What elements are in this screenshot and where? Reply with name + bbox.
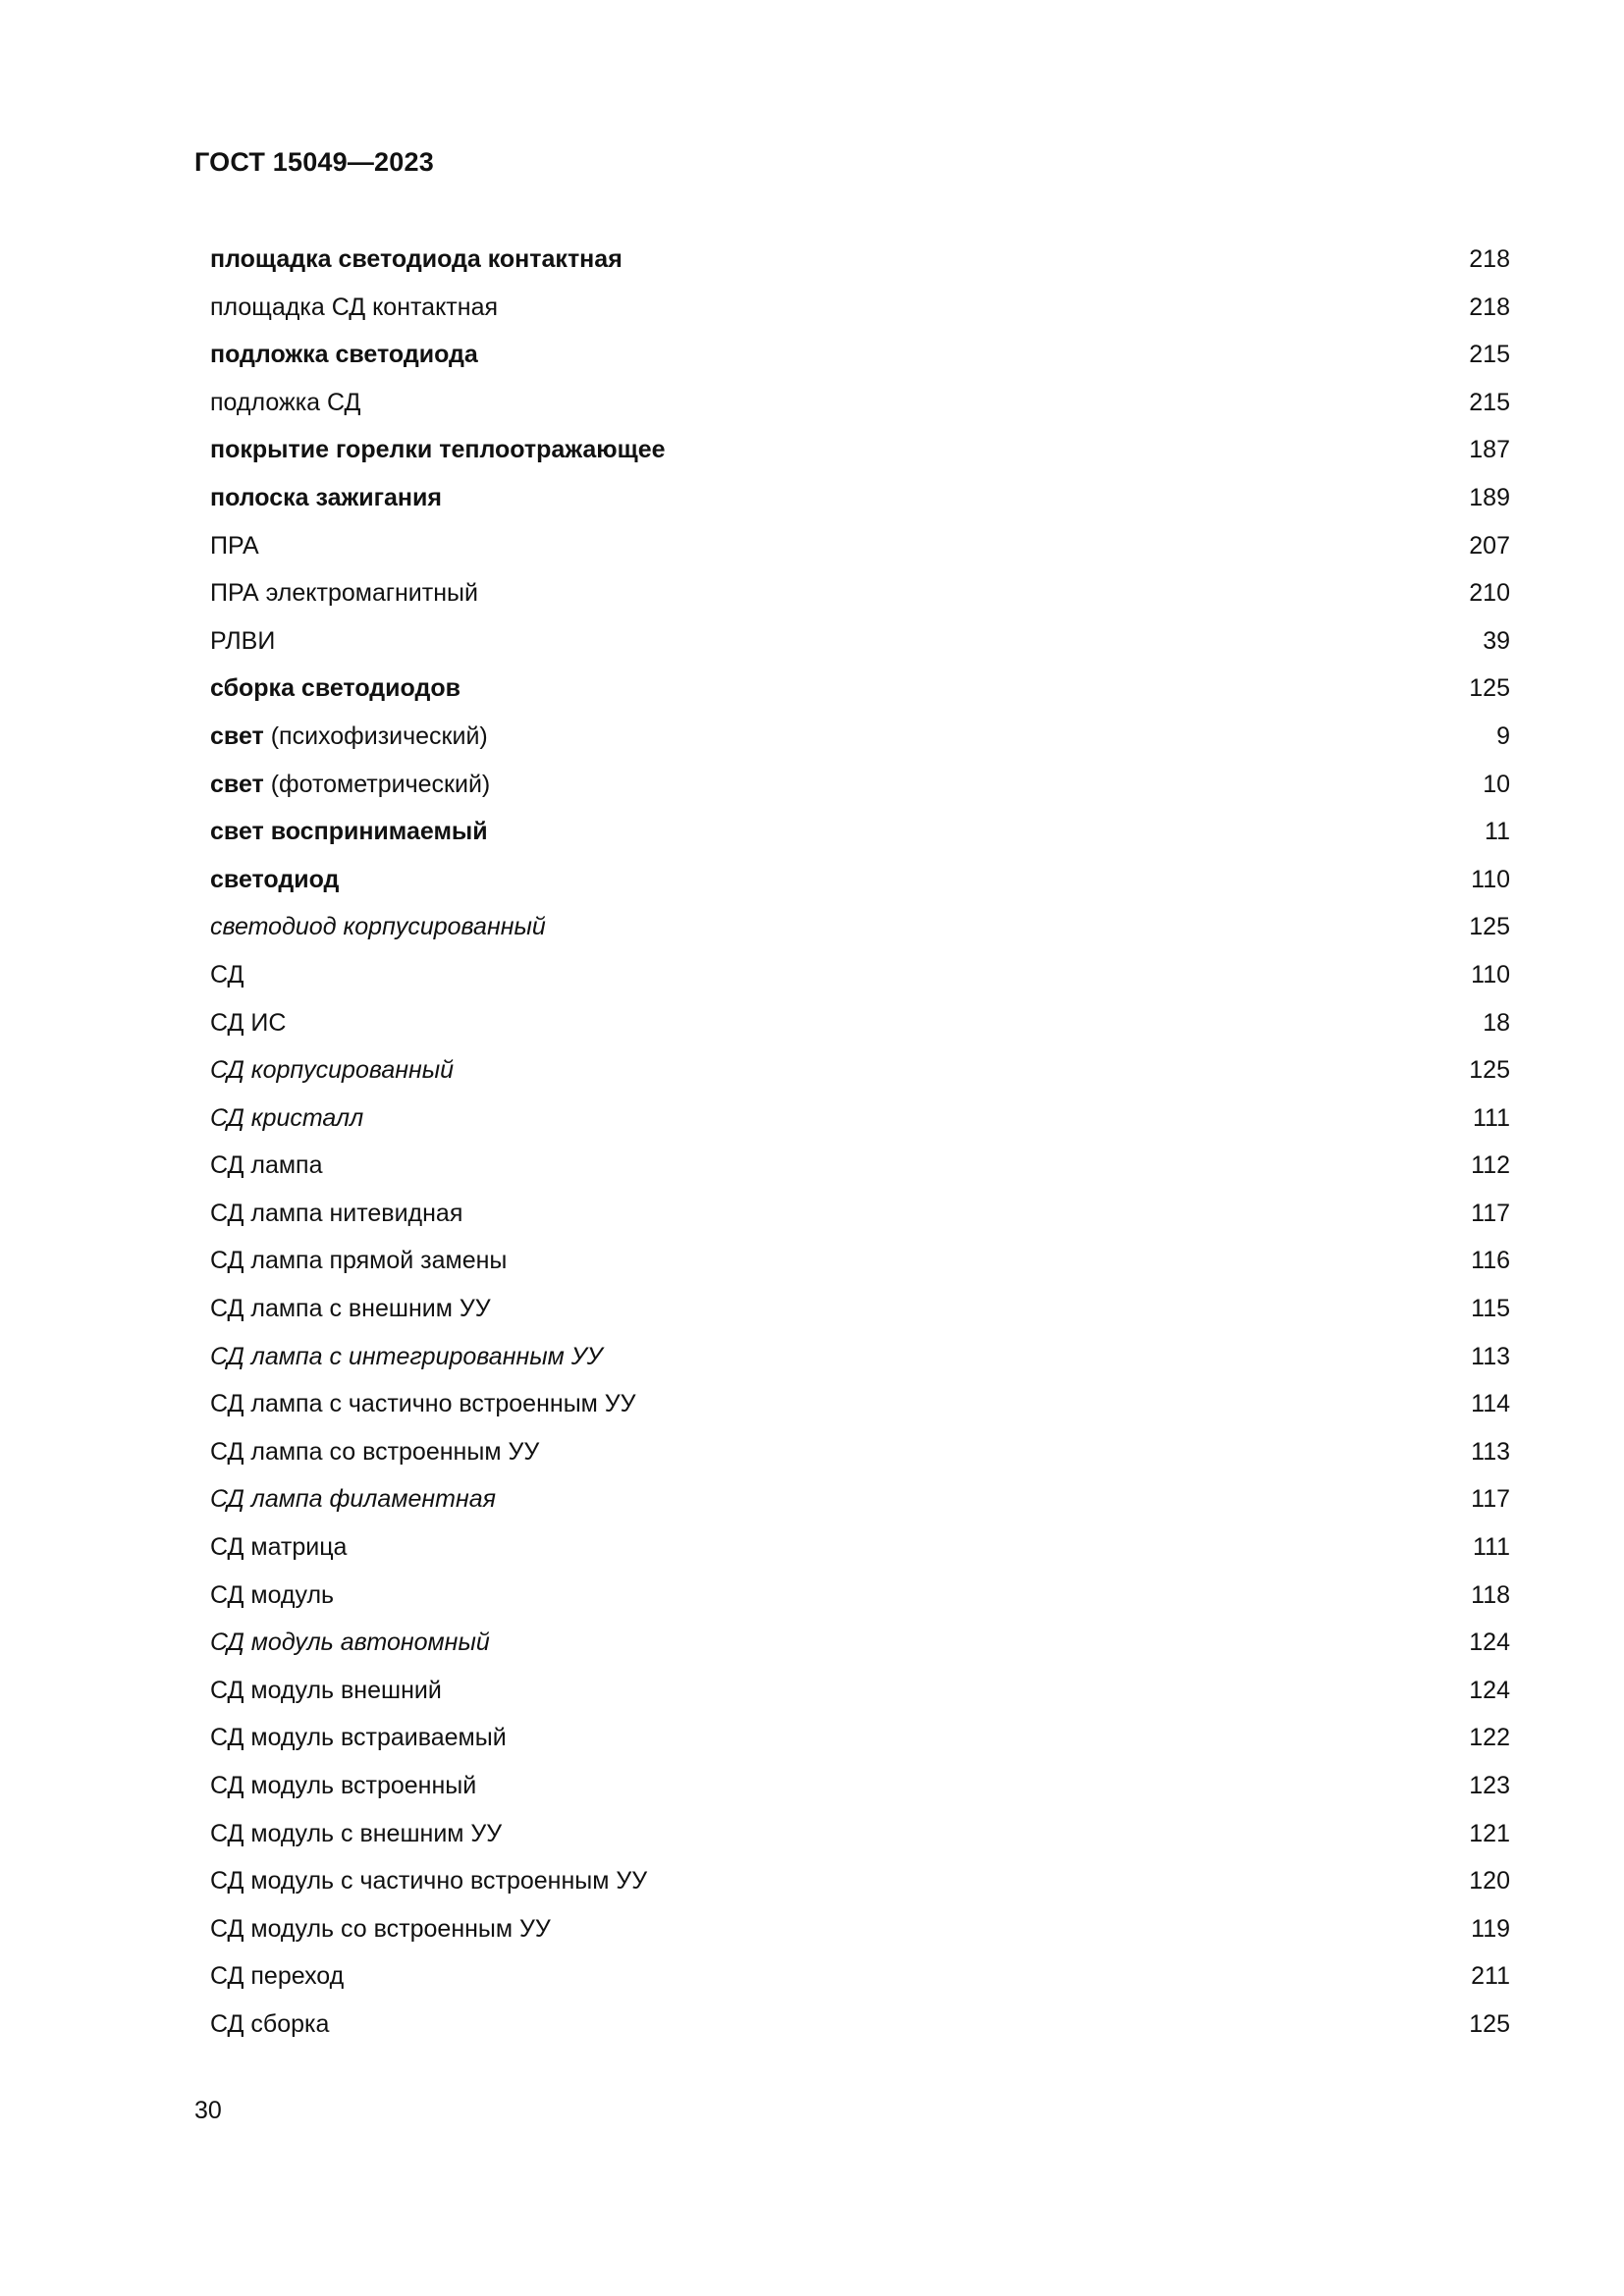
index-term-part: сборка светодиодов [210,674,460,703]
index-entry [210,1285,1510,1333]
index-term-part: свет [210,721,264,750]
index-page-reference: 114 [1471,1390,1510,1418]
index-entry [210,951,1510,999]
index-term [210,1190,462,1238]
index-page-reference: 116 [1471,1247,1510,1275]
index-entry [210,713,1510,761]
index-term [210,474,442,522]
index-term [210,903,546,951]
index-term-part: СД лампа с внешним УУ [210,1295,491,1323]
index-term [210,1619,490,1667]
index-page-reference: 9 [1496,721,1510,750]
index-term [210,522,259,570]
index-term-part: СД ИС [210,1008,287,1037]
index-term-part: свет воспринимаемый [210,818,488,846]
index-page-reference: 125 [1469,674,1510,703]
index-entry [210,1714,1510,1762]
index-entry [210,1237,1510,1285]
index-term [210,1046,454,1095]
index-term [210,1714,507,1762]
index-page-reference: 187 [1469,436,1510,464]
index-entry [210,1762,1510,1810]
index-entry [210,1190,1510,1238]
index-page-reference: 119 [1471,1914,1510,1943]
index-term-part: подложка светодиода [210,341,478,369]
index-page-reference: 210 [1469,579,1510,608]
index-page-reference: 123 [1469,1772,1510,1799]
index-page-reference: 11 [1485,818,1510,846]
index-page-reference: 111 [1472,1533,1510,1562]
index-term-part: подложка СД [210,388,361,416]
index-entry [210,617,1510,666]
index-term-part: СД модуль с внешним УУ [210,1819,503,1847]
index-term-part: покрытие горелки теплоотражающее [210,436,666,464]
index-term [210,856,339,904]
index-term-part: СД матрица [210,1533,348,1562]
index-entry [210,856,1510,904]
index-term-part: (психофизический) [263,721,488,750]
index-page-reference: 189 [1469,483,1510,511]
index-term-part: СД сборка [210,2009,330,2038]
index-term [210,1810,502,1858]
index-term-part: СД лампа филаментная [210,1485,496,1514]
index-entry [210,331,1510,379]
index-page-reference: 125 [1469,2009,1510,2038]
index-term-part: площадка СД контактная [210,293,499,321]
index-term [210,713,488,761]
index-entry [210,284,1510,332]
index-entry [210,1046,1510,1095]
index-term [210,379,360,427]
index-page-reference: 111 [1472,1103,1510,1132]
index-term-part: СД лампа с интегрированным УУ [210,1342,603,1370]
index-term [210,1428,539,1476]
index-term-part: СД модуль автономный [210,1629,490,1657]
index-page-reference: 218 [1469,293,1510,321]
index-term [210,2001,329,2049]
index-page-reference: 125 [1469,1056,1510,1085]
index-term [210,808,488,856]
index-entry [210,426,1510,474]
index-page-reference: 124 [1469,1676,1510,1704]
index-entry [210,1667,1510,1715]
index-term [210,426,666,474]
index-term [210,1857,647,1905]
index-term-part: СД модуль с частично встроенным УУ [210,1867,648,1896]
index-term [210,1905,551,1953]
index-entry [210,665,1510,713]
index-term-part: СД лампа со встроенным УУ [210,1437,540,1466]
index-term-part: (фотометрический) [263,770,491,798]
index-entry [210,2001,1510,2049]
index-page-reference: 39 [1483,626,1510,655]
index-term [210,999,286,1047]
index-term [210,1475,496,1523]
index-page-reference: 117 [1471,1199,1510,1227]
index-entry [210,1380,1510,1428]
index-page-reference: 110 [1471,960,1510,988]
index-term-part: СД лампа [210,1151,323,1180]
index-entry [210,1142,1510,1190]
index-entry [210,999,1510,1047]
index-term-part: СД модуль встраиваемый [210,1724,507,1752]
index-term-part: полоска зажигания [210,483,442,511]
index-term-part: РЛВИ [210,626,276,655]
index-page-reference: 113 [1471,1437,1510,1466]
index-entry [210,808,1510,856]
index-term [210,1237,507,1285]
index-page-reference: 110 [1471,865,1510,893]
index-page-reference: 18 [1483,1008,1510,1037]
index-page-reference: 121 [1469,1819,1510,1847]
index-page-reference: 207 [1469,531,1510,560]
index-entry [210,1523,1510,1572]
index-term-part: СД [210,960,244,988]
index-entry [210,569,1510,617]
index-term-part: СД лампа нитевидная [210,1199,463,1227]
index-entry [210,1952,1510,2001]
document-header: ГОСТ 15049—2023 [194,147,434,177]
index-term-part: СД модуль [210,1580,335,1609]
index-entry [210,1905,1510,1953]
index-page-reference: 215 [1469,341,1510,369]
index-page-reference: 124 [1469,1629,1510,1657]
index-term [210,1523,347,1572]
index-term [210,1380,636,1428]
index-entry [210,1810,1510,1858]
index-term-part: СД кристалл [210,1103,364,1132]
index-term-part: СД переход [210,1962,345,1991]
index-term [210,1572,334,1620]
index-page-reference: 113 [1471,1342,1510,1370]
index-term [210,284,498,332]
index-term-part: СД лампа с частично встроенным УУ [210,1390,636,1418]
index-entry [210,761,1510,809]
index-term [210,331,478,379]
index-page-reference: 10 [1483,770,1510,798]
index-term-part: СД корпусированный [210,1056,455,1085]
index-page-reference: 211 [1471,1962,1510,1991]
index-entry [210,1475,1510,1523]
index-page-reference: 218 [1469,245,1510,273]
index-page-reference: 215 [1469,388,1510,416]
index-page-reference: 115 [1471,1295,1510,1323]
index-term [210,236,623,284]
index-term [210,951,244,999]
index-term [210,617,275,666]
index-term [210,1285,491,1333]
index-term [210,761,490,809]
index-term-part: ПРА электромагнитный [210,579,478,608]
index-page-reference: 125 [1469,913,1510,941]
index-term [210,1762,476,1810]
index-term-part: СД модуль встроенный [210,1772,477,1799]
index-term-part: СД модуль внешний [210,1676,442,1704]
index-term-part: СД лампа прямой замены [210,1247,508,1275]
index-term [210,1667,442,1715]
index-entry [210,522,1510,570]
index-entry [210,1619,1510,1667]
index-term-part: светодиод корпусированный [210,913,546,941]
index-entry [210,1428,1510,1476]
index-term-part: СД модуль со встроенным УУ [210,1914,551,1943]
index-page-reference: 120 [1469,1867,1510,1896]
index-term [210,665,460,713]
page-number: 30 [194,2097,222,2124]
index-term-part: ПРА [210,531,259,560]
index-entry [210,474,1510,522]
index-page-reference: 122 [1469,1724,1510,1752]
index-entry [210,903,1510,951]
index-entry [210,1857,1510,1905]
index-entry [210,379,1510,427]
index-entry [210,236,1510,284]
index-term [210,569,478,617]
index-term [210,1952,344,2001]
index-term [210,1095,363,1143]
index-entry [210,1095,1510,1143]
index-entry [210,1572,1510,1620]
index-entry [210,1333,1510,1381]
index-term-part: площадка светодиода контактная [210,245,623,273]
index-page-reference: 117 [1471,1485,1510,1514]
index-term-part: светодиод [210,865,340,893]
index-term-part: свет [210,770,264,798]
index-term [210,1142,323,1190]
alphabetical-index-list [210,236,1510,2049]
index-page-reference: 112 [1471,1151,1510,1180]
index-term [210,1333,603,1381]
index-page-reference: 118 [1471,1580,1510,1609]
